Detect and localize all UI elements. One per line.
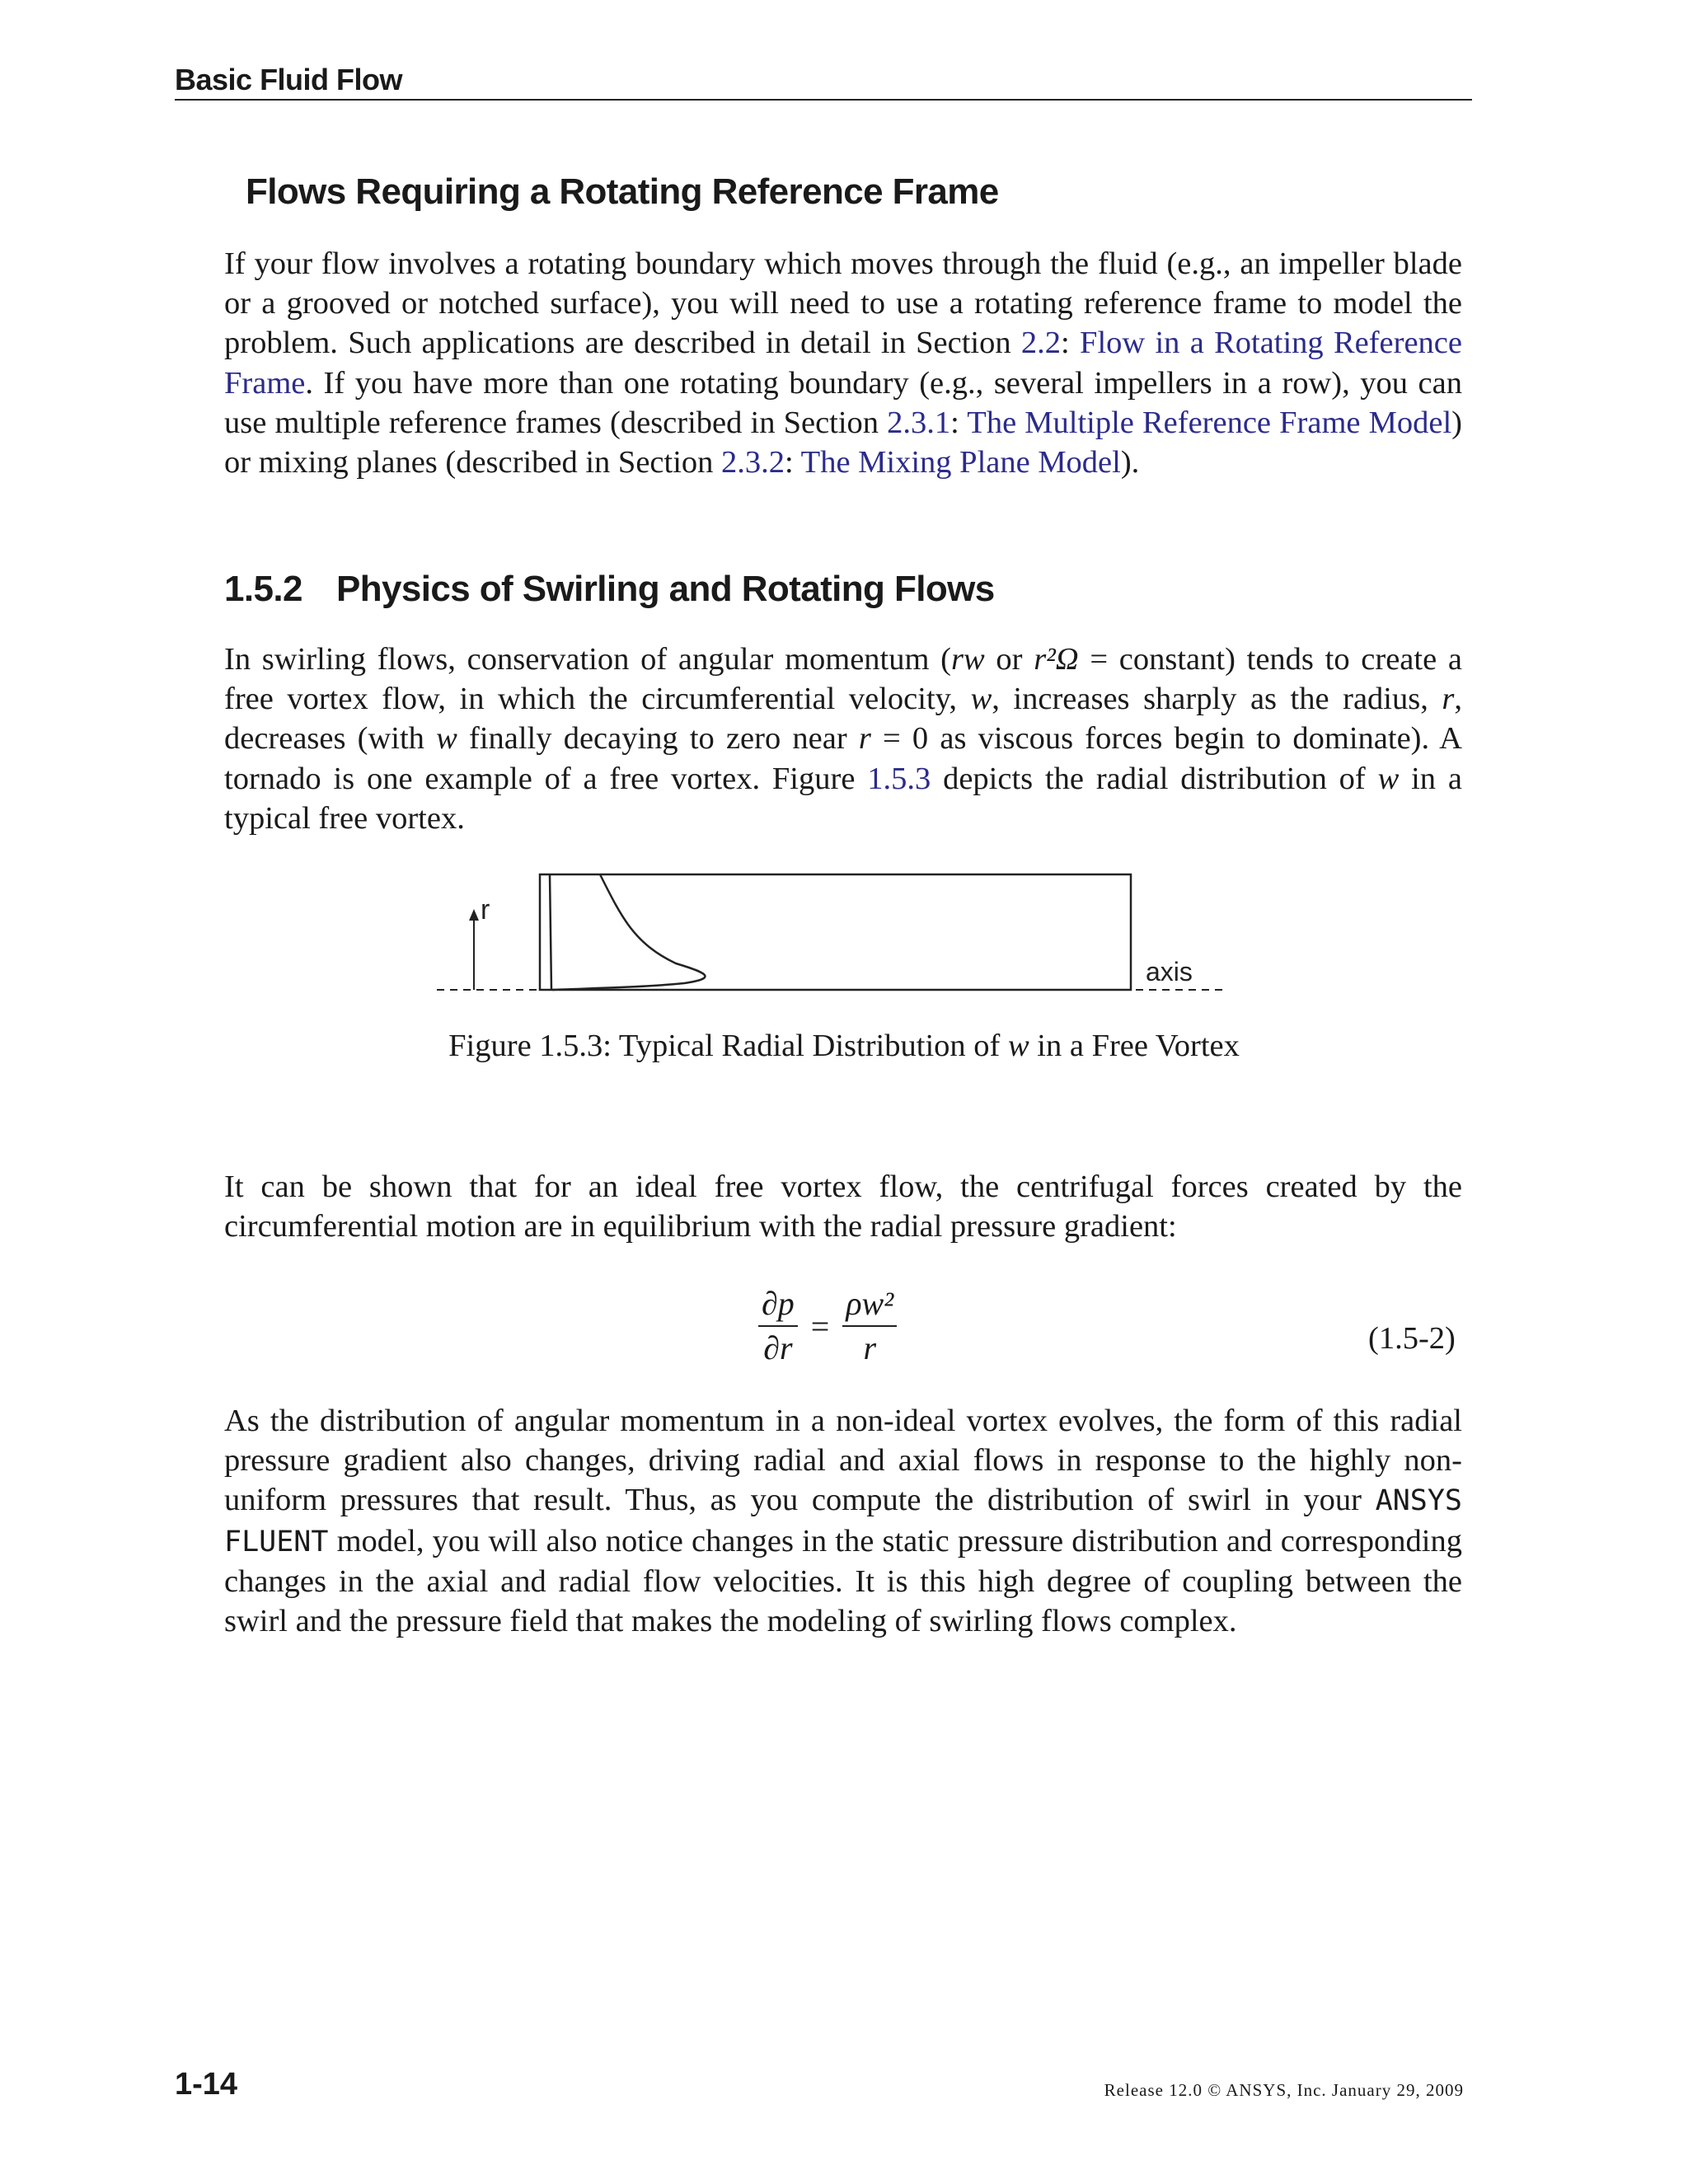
axis-label: axis — [1146, 957, 1193, 987]
link-mixing-plane-model[interactable]: The Mixing Plane Model — [800, 445, 1121, 480]
velocity-profile-curve — [552, 874, 705, 990]
subsection-title — [224, 569, 995, 610]
equilibrium-paragraph: It can be shown that for an ideal free vortex flow, the centrifugal forces created by the circumferential motion are in equilibrium with the radial pressure gradient: — [224, 1169, 1462, 1244]
nonideal-vortex-paragraph: As the distribution of angular momentum in a non-ideal vortex evolves, the form of this radial pressure gradient also changes, driving radial and axial flows in response to the highly non-uniform pressures that result. Thus, as you compute the distribution of swirl in your ANSYS FLUENT model, you will also notice changes in the static pressure distribution and corresponding changes in the axial and radial flow velocities. It is this high degree of coupling between the swirl and the pressure field that makes the modeling of swirling flows complex. — [224, 1404, 1462, 1639]
link-figure-1-5-3[interactable]: 1.5.3 — [867, 761, 931, 796]
link-section-2-2[interactable]: 2.2 — [1020, 326, 1062, 361]
rhs-fraction: $\frac{\text{ρw²}}{r}$ — [842, 1286, 897, 1366]
subsection-number: 1.5.2 — [224, 569, 302, 609]
product-name: ANSYS FLUENT — [224, 1484, 1462, 1558]
running-head: Basic Fluid Flow — [175, 63, 1472, 101]
link-mrf-model[interactable]: The Multiple Reference Frame Model — [967, 405, 1452, 440]
subsection-heading: Physics of Swirling and Rotating Flows — [336, 569, 995, 609]
lhs-fraction: $\frac{\partial p}{\partial r}$ — [758, 1286, 798, 1366]
equation-1-5-2: $\frac{\partial p}{\partial r}$ = $\frac{\text{ρw²}}{r}$ — [758, 1286, 897, 1366]
rotating-frame-paragraph: If your flow involves a rotating boundary which moves through the fluid (e.g., an impeller blade or a grooved or notched surface), you will need to use a rotating reference frame to model the problem. Such applications are described in detail in Section 2.2: Flow in a Rotating Reference Frame. If you have more than one rotating boundary (e.g., several impellers in a row), you can use multiple reference frames (described in Section 2.3.1: The Multiple Reference Frame Model) or mixing planes (described in Section 2.3.2: The Mixing Plane Model). — [224, 246, 1462, 480]
link-section-2-3-2[interactable]: 2.3.2 — [721, 445, 785, 480]
swirl-physics-paragraph: In swirling flows, conservation of angular momentum (rw or r²Ω = constant) tends to create a free vortex flow, in which the circumferential velocity, w, increases sharply as the radius, r, decreases (with w finally decaying to zero near r = 0 as viscous forces begin to dominate). A tornado is one example of a free vortex. Figure 1.5.3 depicts the radial distribution of w in a typical free vortex. — [224, 642, 1463, 836]
link-flow-in-rotating-frame[interactable]: Flow in a Rotating Reference Frame — [224, 326, 1462, 401]
release-footer: Release 12.0 © ANSYS, Inc. January 29, 2009 — [1104, 2080, 1464, 2100]
section-title: Flows Requiring a Rotating Reference Frame — [246, 171, 999, 212]
domain-outline — [540, 874, 1131, 990]
link-section-2-3-1[interactable]: 2.3.1 — [887, 405, 951, 440]
r-axis-label: r — [481, 894, 490, 926]
page-number: 1-14 — [175, 2067, 238, 2102]
figure-caption: Figure 1.5.3: Typical Radial Distribution of w in a Free Vortex — [448, 1029, 1240, 1063]
inlet-wall-line — [550, 874, 551, 990]
free-vortex-figure — [437, 869, 1245, 1001]
equation-number: (1.5-2) — [1368, 1321, 1456, 1356]
r-arrow-head — [469, 909, 479, 921]
